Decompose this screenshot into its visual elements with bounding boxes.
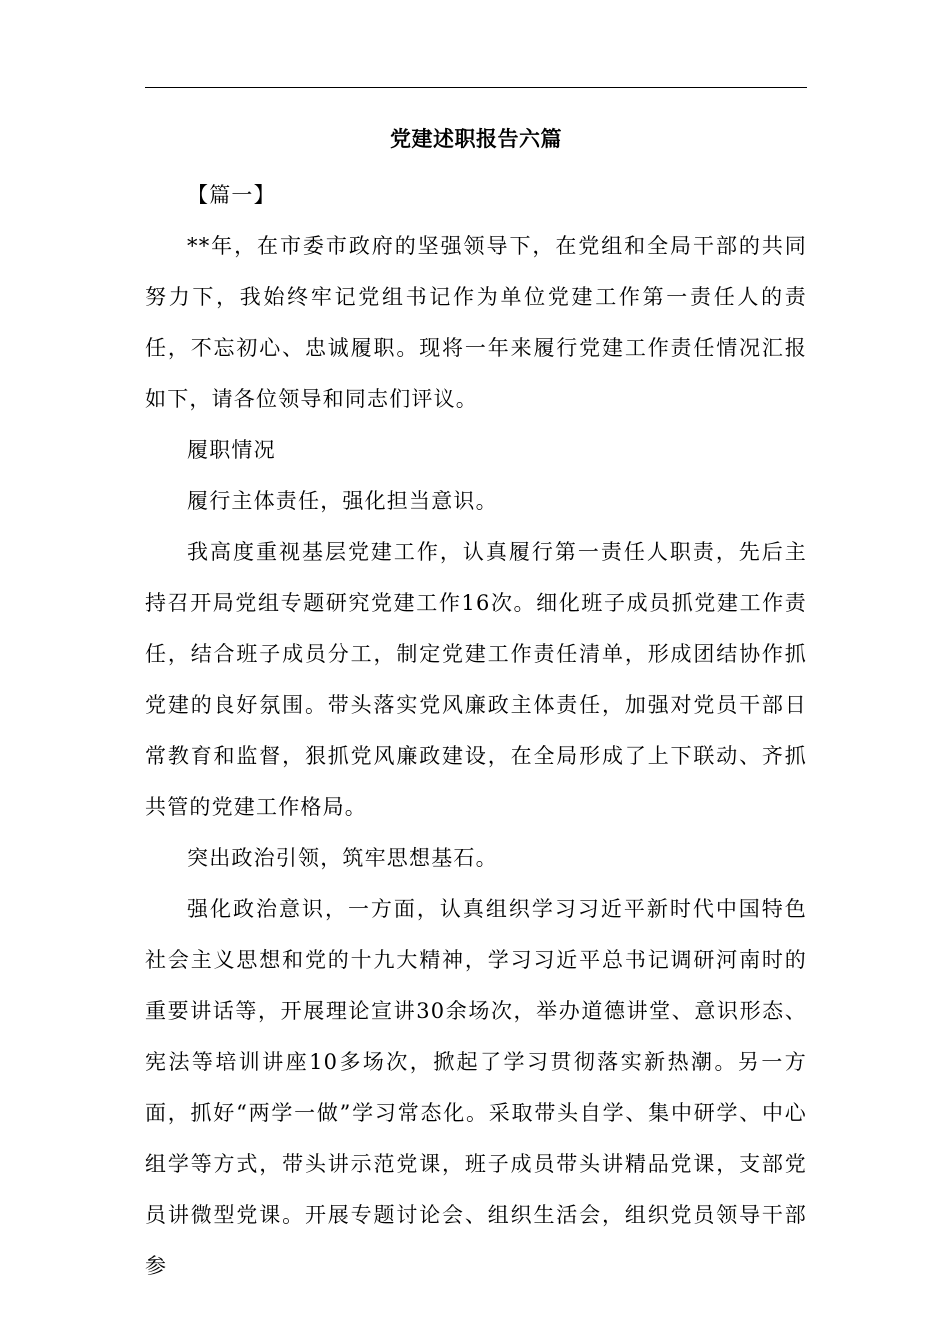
paragraph-political: 强化政治意识，一方面，认真组织学习习近平新时代中国特色社会主义思想和党的十九大精神，学习习近平总书记调研河南时的重要讲话等，开展理论宣讲30余场次，举办道德讲堂、意识形态、宪法等培训讲座10多场次，掀起了学习贯彻落实新热潮。另一方面，抓好“两学一做”学习常态化。采取带头自学、集中研学、中心组学等方式，带头讲示范党课，班子成员带头讲精品党课，支部党员讲微型党课。开展专题讨论会、组织生活会，组织党员领导干部参	[145, 897, 807, 1278]
document-title: 党建述职报告六篇	[390, 126, 562, 151]
paragraph-intro: **年，在市委市政府的坚强领导下，在党组和全局干部的共同努力下，我始终牢记党组书记作为单位党建工作第一责任人的责任，不忘初心、忠诚履职。现将一年来履行党建工作责任情况汇报如下，请各位领导和同志们评议。	[145, 234, 807, 411]
paragraph-responsibility: 我高度重视基层党建工作，认真履行第一责任人职责，先后主持召开局党组专题研究党建工作16次。细化班子成员抓党建工作责任，结合班子成员分工，制定党建工作责任清单，形成团结协作抓党建的良好氛围。带头落实党风廉政主体责任，加强对党员干部日常教育和监督，狠抓党风廉政建设，在全局形成了上下联动、齐抓共管的党建工作格局。	[145, 540, 807, 819]
subheading-responsibility: 履行主体责任，强化担当意识。	[187, 489, 498, 513]
document-body	[145, 170, 807, 1292]
subheading-political: 突出政治引领，筑牢思想基石。	[187, 846, 498, 870]
section-heading: 【篇一】	[187, 183, 276, 207]
subheading-performance: 履职情况	[187, 438, 276, 462]
header-rule	[145, 87, 807, 88]
